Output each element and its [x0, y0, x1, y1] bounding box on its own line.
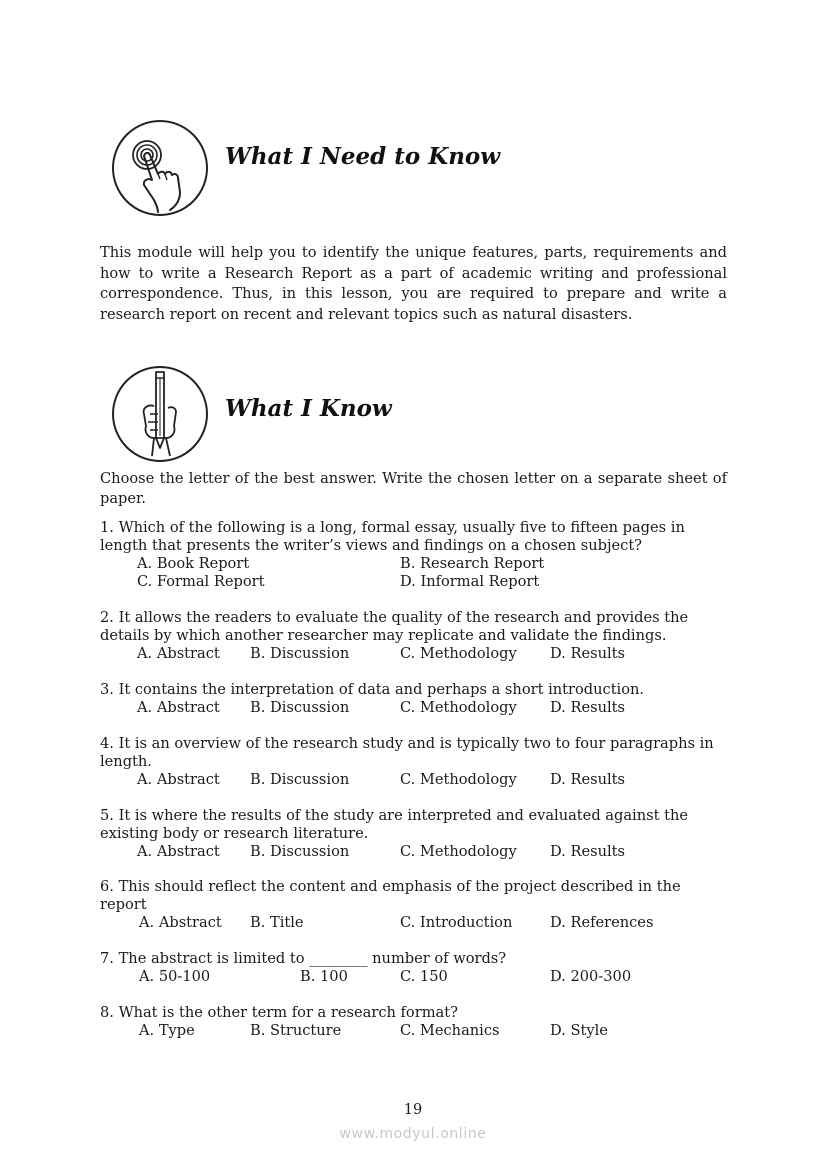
option-b: B. Structure [250, 1022, 342, 1039]
question-text: 6. This should reflect the content and emphasis of the project described in the report [100, 878, 681, 913]
question-5 [100, 807, 727, 861]
option-c: C. Mechanics [400, 1022, 500, 1039]
option-c: C. Methodology [400, 699, 517, 716]
question-text: 1. Which of the following is a long, formal essay, usually five to fifteen pages in length that presents the writer’s views and findings on a chosen subject? [100, 519, 685, 554]
question-1 [100, 519, 727, 591]
question-text: 8. What is the other term for a research format? [100, 1004, 458, 1021]
question-3 [100, 681, 727, 717]
option-d: D. Results [550, 843, 625, 860]
option-a: A. Type [139, 1022, 195, 1039]
option-d: D. Informal Report [400, 573, 540, 590]
instructions: Choose the letter of the best answer. Write the chosen letter on a separate sheet of paper. [100, 470, 727, 507]
option-a: A. 50-100 [139, 968, 211, 985]
option-b: B. Discussion [250, 771, 350, 788]
option-c: C. Introduction [400, 914, 513, 931]
option-d: D. 200-300 [550, 968, 632, 985]
question-2 [100, 609, 727, 663]
option-b: B. Discussion [250, 645, 350, 662]
question-text: 4. It is an overview of the research study and is typically two to four paragraphs in length. [100, 735, 714, 770]
option-b: B. 100 [300, 968, 348, 985]
option-b: B. Title [250, 914, 304, 931]
option-a: A. Abstract [137, 771, 220, 788]
option-c: C. Methodology [400, 843, 517, 860]
option-c: C. Methodology [400, 645, 517, 662]
page-number: 19 [403, 1101, 423, 1118]
question-text: 7. The abstract is limited to ________ number of words? [100, 950, 507, 967]
question-text: 5. It is where the results of the study are interpreted and evaluated against the existing body or research literature. [100, 807, 688, 842]
option-d: D. Results [550, 645, 625, 662]
question-4 [100, 735, 727, 789]
hand-pencil-icon [112, 366, 208, 462]
option-c: C. 150 [400, 968, 448, 985]
question-6 [100, 878, 727, 932]
option-a: A. Abstract [137, 699, 220, 716]
option-a: A. Abstract [137, 843, 220, 860]
option-b: B. Research Report [400, 555, 545, 572]
question-text: 2. It allows the readers to evaluate the quality of the research and provides the details by which another researcher may replicate and validate the findings. [100, 609, 689, 644]
option-a: A. Abstract [137, 645, 220, 662]
option-d: D. References [550, 914, 654, 931]
option-c: C. Methodology [400, 771, 517, 788]
touch-finger-icon [112, 120, 208, 216]
option-b: B. Discussion [250, 843, 350, 860]
option-d: D. Style [550, 1022, 608, 1039]
question-text: 3. It contains the interpretation of data and perhaps a short introduction. [100, 681, 645, 698]
option-d: D. Results [550, 771, 625, 788]
footer-watermark: www.modyul.online [339, 1126, 487, 1142]
question-8 [100, 1004, 727, 1040]
section-title-what-i-know: What I Know [225, 395, 392, 422]
question-7 [100, 950, 727, 986]
option-c: C. Formal Report [137, 573, 265, 590]
option-b: B. Discussion [250, 699, 350, 716]
section-title-need-to-know: What I Need to Know [225, 143, 501, 170]
option-a: A. Book Report [137, 555, 250, 572]
option-d: D. Results [550, 699, 625, 716]
option-a: A. Abstract [139, 914, 222, 931]
intro-paragraph: This module will help you to identify the unique features, parts, requirements and how to write a Research Report as a part of academic writing and professional correspondence. Thus, in this lesson, you are required to prepare and write a research report on recent and relevant topics such as natural disasters. [100, 244, 727, 323]
